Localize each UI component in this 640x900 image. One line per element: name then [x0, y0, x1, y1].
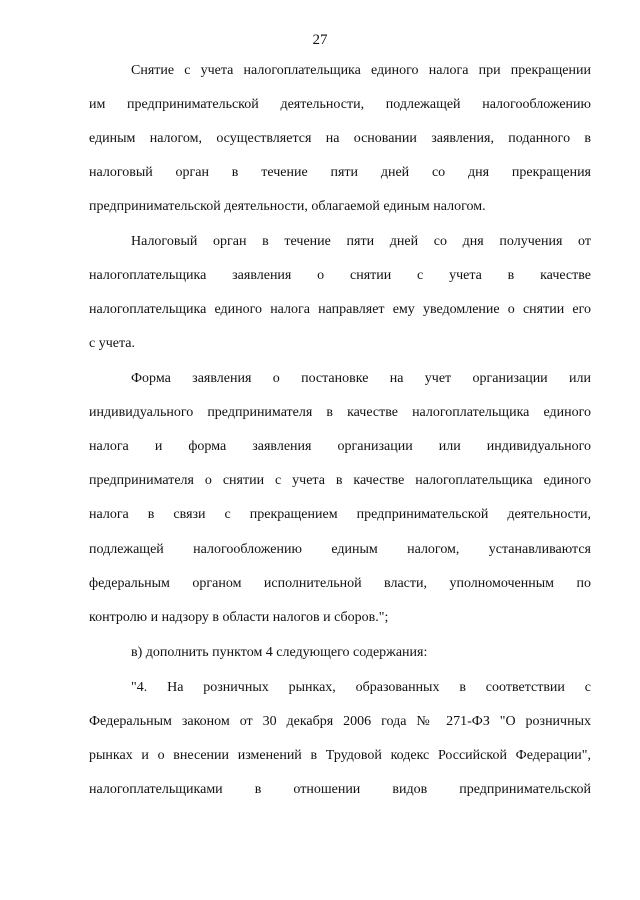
text-line: с учета. — [89, 336, 135, 351]
text-line: индивидуального предпринимателя в качестве налогоплательщика единого — [89, 405, 591, 420]
text-line: федеральным органом исполнительной власти, уполномоченным по — [89, 576, 591, 591]
text-line: предпринимательской деятельности, облагаемой единым налогом. — [89, 199, 486, 214]
text-line: налогоплательщиками в отношении видов предпринимательской — [89, 782, 591, 797]
text-line: налогоплательщика единого налога направляет ему уведомление о снятии его — [89, 302, 591, 317]
text-line: рынках и о внесении изменений в Трудовой кодекс Российской Федерации", — [89, 748, 591, 763]
page-number: 27 — [312, 32, 328, 48]
text-line: Федеральным законом от 30 декабря 2006 года № 271-ФЗ "О розничных — [89, 714, 591, 729]
text-line: единым налогом, осуществляется на основании заявления, поданного в — [89, 131, 591, 146]
text-line: налогоплательщика заявления о снятии с учета в качестве — [89, 268, 591, 283]
text-line: предпринимателя о снятии с учета в качестве налогоплательщика единого — [89, 473, 591, 488]
text-line: им предпринимательской деятельности, подлежащей налогообложению — [89, 97, 591, 112]
text-line: Налоговый орган в течение пяти дней со дня получения от — [131, 234, 591, 249]
text-line: налога и форма заявления организации или индивидуального — [89, 439, 591, 454]
text-line: "4. На розничных рынках, образованных в соответствии с — [131, 680, 591, 695]
text-line: налоговый орган в течение пяти дней со дня прекращения — [89, 165, 591, 180]
text-line: подлежащей налогообложению единым налогом, устанавливаются — [89, 542, 591, 557]
text-line: контролю и надзору в области налогов и сборов."; — [89, 610, 389, 625]
text-line: налога в связи с прекращением предпринимательской деятельности, — [89, 507, 591, 522]
text-line: в) дополнить пунктом 4 следующего содержания: — [131, 645, 428, 660]
text-line: Снятие с учета налогоплательщика единого налога при прекращении — [131, 63, 591, 78]
text-line: Форма заявления о постановке на учет организации или — [131, 371, 591, 386]
